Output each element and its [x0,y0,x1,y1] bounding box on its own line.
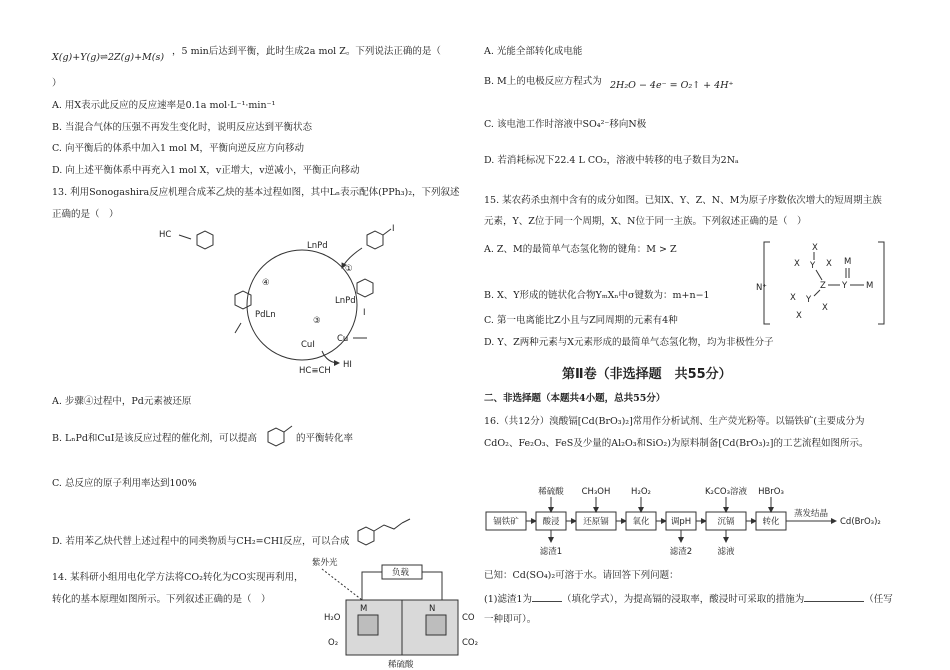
q12-option-b: B. 当混合气体的压强不再发生变化时，说明反应达到平衡状态 [52,122,313,133]
q15-x-upright: X [826,259,832,269]
flow-waste-0: 滤渣1 [539,547,563,557]
q13-option-d: D. 若用苯乙炔代替上述过程中的同类物质与CH₂=CHI反应，可以合成 [52,536,350,547]
flow-reagent-3: K₂CO₃溶液 [704,487,748,497]
flow-reagent-4: HBrO₃ [758,487,784,497]
q14-h2o: H₂O [324,613,341,623]
flow-box-label-1: 酸浸 [542,517,560,527]
q13-arrow-out [322,351,339,363]
q14-option-b-part1: B. M上的电极反应方程式为 [484,76,602,87]
part2-subtitle: 二、非选择题（本题共4小题，总共55分） [484,393,666,404]
q16-q1-prefix: (1)滤渣1为 [484,594,533,605]
q14-stem-line1: 14. 某科研小组用电化学方法将CO₂转化为CO实现再利用， [52,572,304,583]
flow-product: Cd(BrO₃)₂ [840,517,881,527]
q12-option-c: C. 向平衡后的体系中加入1 mol M，平衡向逆反应方向移动 [52,143,305,154]
q13-alkyne-stub [235,323,241,333]
iodobenzene-structure-icon [262,424,298,450]
answer-blank-2[interactable] [804,592,864,602]
q13-cui: CuI [301,340,315,350]
enyne-structure-icon [352,517,412,547]
q13-option-a: A. 步骤④过程中，Pd元素被还原 [52,396,192,407]
q15-x-upleft: X [794,259,800,269]
flow-waste-1: 滤渣2 [669,547,693,557]
q15-m-right: M [866,281,874,291]
q16-stem-line2: CdO₂、Fe₂O₃、FeS及少量的Al₂O₃和SiO₂)为原料制备[Cd(BrO₃)₂]的工艺流程如图所示。 [484,438,869,449]
flow-reagent-0: 稀硫酸 [538,487,564,497]
q13-step-3: ③ [313,316,321,326]
q13-lnpd-right: LnPd [335,296,356,306]
flow-box-label-3: 氧化 [632,517,650,527]
q15-x-top: X [812,243,818,253]
flow-waste-2: 滤液 [717,547,735,557]
flow-box-label-2: 还原镉 [583,517,609,527]
flow-box-label-4: 调pH [670,517,692,527]
q14-uv-light: 紫外光 [312,558,338,568]
q12-option-a: A. 用X表示此反应的反应速率是0.1a mol·L⁻¹·min⁻¹ [52,100,276,111]
q13-iodine-right: I [363,308,366,318]
q13-step-1: ① [345,264,353,274]
q16-flow-group [486,486,881,557]
q15-bracket-right [878,242,884,324]
q13-bond-i [383,229,391,235]
q16-known: 已知：Cd(SO₄)₂可溶于水。请回答下列问题： [484,570,679,581]
q15-y-upper: Y [810,261,816,271]
q13-hc-label: HC [159,230,172,240]
part2-title: 第Ⅱ卷（非选择题 共55分） [562,367,732,382]
answer-blank-1[interactable] [532,592,562,602]
q13-iodine-top: I [392,224,395,234]
q15-bond [814,290,820,296]
q15-stem-line2: 元素，Y、Z位于同一个周期，X、N位于同一主族。下列叙述正确的是（ ） [484,216,807,227]
flow-reagent-2: H₂O₂ [631,487,651,497]
q13-mechanism-figure [157,223,417,383]
q13-step-4: ④ [262,278,270,288]
q15-x-lowright: X [822,303,828,313]
q13-lnpd-top: LnPd [307,241,328,251]
q13-option-c: C. 总反应的原子利用率达到100% [52,478,197,489]
q13-triple-bond [179,235,191,239]
q13-option-b-part2: 的平衡转化率 [296,433,354,444]
q14-load: 负载 [392,568,410,578]
q15-structure-figure [756,238,890,328]
q13-benzene-ring-1 [197,231,213,249]
q16-process-flow [484,484,894,564]
q16-q1-suffix: （任写 [864,594,893,605]
q13-cu: Cu [337,334,349,344]
q15-option-c: C. 第一电离能比Z小且与Z同周期的元素有4种 [484,315,678,326]
q13-stem-line1: 13. 利用Sonogashira反应机理合成苯乙炔的基本过程如图，其中Lₙ表示配体(PPh₃)₂，下列叙述 [52,187,460,198]
q13-benzene-ring-3 [357,279,373,297]
q15-bond [816,270,822,280]
q14-co2: CO₂ [462,638,479,648]
q15-y-right: Y [842,281,848,291]
q15-stem-line1: 15. 某农药杀虫剂中含有的成分如图。已知X、Y、Z、N、M为原子序数依次增大的短周期主族 [484,195,882,206]
flow-box-label-6: 转化 [762,517,780,527]
q15-x-bottom: X [796,311,802,321]
q14-acid: 稀硫酸 [388,660,414,670]
q12-close: ） [52,78,62,89]
q13-benzene-ring-2 [367,231,383,249]
flow-evaporate: 蒸发结晶 [793,509,829,519]
q13-hi: HI [343,360,352,370]
q15-option-a: A. Z、M的最简单气态氢化物的键角：M > Z [484,244,677,255]
q16-q1-end: 一种即可）。 [484,614,537,625]
q14-electrode-m [358,615,378,635]
q15-y-lower: Y [806,295,812,305]
q15-cation: N⁺ [756,283,767,293]
q16-stem-line1: 16.（共12分）溴酸镉[Cd(BrO₃)₂]常用作分析试剂、生产荧光粉等。以镉铁矿(主要成分为 [484,416,865,427]
q15-z-center: Z [820,281,826,291]
q14-option-b-part2: 2H₂O − 4e⁻ = O₂↑ + 4H⁺ [610,80,734,91]
q12-equation: X(g)+Y(g)⇌2Z(g)+M(s) [52,52,165,63]
q14-o2: O₂ [328,638,339,648]
q13-stem-line2: 正确的是（ ） [52,209,119,220]
q14-option-c: C. 该电池工作时溶液中SO₄²⁻移向N极 [484,119,647,130]
q15-option-d: D. Y、Z两种元素与X元素形成的最简单气态氢化物，均为非极性分子 [484,337,774,348]
flow-box-label-0: 镉铁矿 [493,517,519,527]
q16-q1-middle: （填化学式），为提高镉的浸取率，酸浸时可采取的措施为 [562,594,805,605]
q14-electrode-n [426,615,446,635]
q14-stem-line2: 转化的基本原理如图所示。下列叙述正确的是（ ） [52,594,271,605]
q14-n-label: N [429,604,436,614]
q13-pdln-left: PdLn [255,310,276,320]
q16-q1 [484,592,893,606]
q14-option-d: D. 若消耗标况下22.4 L CO₂，溶液中转移的电子数目为2Nₐ [484,155,739,166]
q14-electrolysis-figure [302,555,479,670]
q14-m-label: M [360,604,368,614]
q14-co: CO [462,613,475,623]
q14-uv-ray [322,569,362,600]
q14-option-a: A. 光能全部转化成电能 [484,46,583,57]
q15-option-b: B. X、Y形成的链状化合物YₘXₙ中σ键数为：m+n−1 [484,290,710,301]
flow-box-label-5: 沉镉 [717,517,735,527]
q13-benzene-ring-4 [235,291,251,309]
q15-x-lowleft: X [790,293,796,303]
q13-hcch: HC≡CH [299,366,331,376]
q12-option-d: D. 向上述平衡体系中再充入1 mol X，v正增大，v逆减小，平衡正向移动 [52,165,360,176]
flow-reagent-1: CH₃OH [581,487,611,497]
q12-stem: ，5 min后达到平衡，此时生成2a mol Z。下列说法正确的是（ [172,46,441,57]
q13-option-b-part1: B. LₙPd和CuI是该反应过程的催化剂，可以提高 [52,433,258,444]
q15-m-top: M [844,257,852,267]
